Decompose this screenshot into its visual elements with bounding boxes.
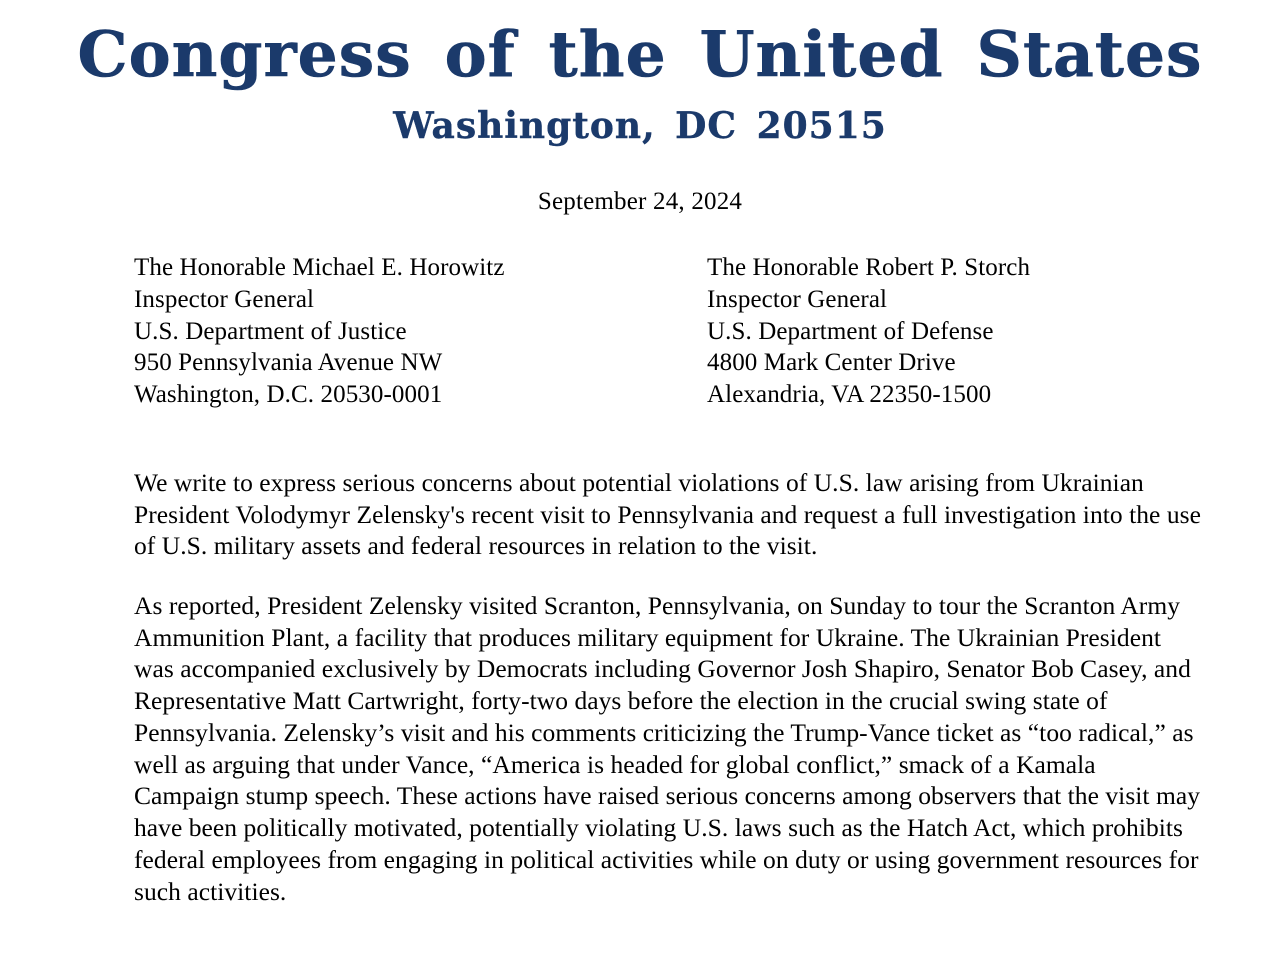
recipient-title: Inspector General: [707, 285, 888, 313]
recipient-street: 4800 Mark Center Drive: [707, 349, 956, 377]
letterhead-title: Congress of the United States: [77, 17, 1203, 91]
letterhead: [0, 0, 1280, 146]
recipient-name: The Honorable Robert P. Storch: [707, 254, 1031, 282]
recipient-agency: U.S. Department of Justice: [134, 317, 407, 345]
page-bottom-edge: [0, 958, 1280, 964]
recipient-name: The Honorable Michael E. Horowitz: [134, 254, 505, 282]
recipient-block-1: [134, 252, 707, 411]
recipient-title: Inspector General: [134, 285, 315, 313]
letter-paragraph: We write to express serious concerns about potential violations of U.S. law arising from Ukrainian President Volodymyr Zelensky's recent visit to Pennsylvania and request a full investigation into the use of U.S. military assets and federal resources in relation to the visit.: [134, 467, 1201, 561]
recipient-street: 950 Pennsylvania Avenue NW: [134, 349, 443, 377]
recipient-agency: U.S. Department of Defense: [707, 317, 994, 345]
letter-body: [0, 467, 1280, 908]
recipient-block-2: [707, 252, 1030, 411]
letterhead-subtitle: Washington, DC 20515: [393, 105, 887, 148]
recipient-addresses: [0, 252, 1280, 411]
recipient-citystatezip: Washington, D.C. 20530-0001: [134, 381, 443, 409]
letter-paragraph: As reported, President Zelensky visited Scranton, Pennsylvania, on Sunday to tour the Scranton Army Ammunition Plant, a facility that produces military equipment for Ukraine. The Ukrainian President was accompanied exclusively by Democrats including Governor Josh Shapiro, Senator Bob Casey, and Representative Matt Cartwright, forty-two days before the election in the crucial swing state of Pennsylvania. Zelensky’s visit and his comments criticizing the Trump-Vance ticket as “too radical,” as well as arguing that under Vance, “America is headed for global conflict,” smack of a Kamala Campaign stump speech. These actions have raised serious concerns among observers that the visit may have been politically motivated, potentially violating U.S. laws such as the Hatch Act, which prohibits federal employees from engaging in political activities while on duty or using government resources for such activities.: [134, 591, 1201, 906]
recipient-citystatezip: Alexandria, VA 22350-1500: [707, 381, 992, 409]
letter-date: September 24, 2024: [537, 188, 743, 216]
